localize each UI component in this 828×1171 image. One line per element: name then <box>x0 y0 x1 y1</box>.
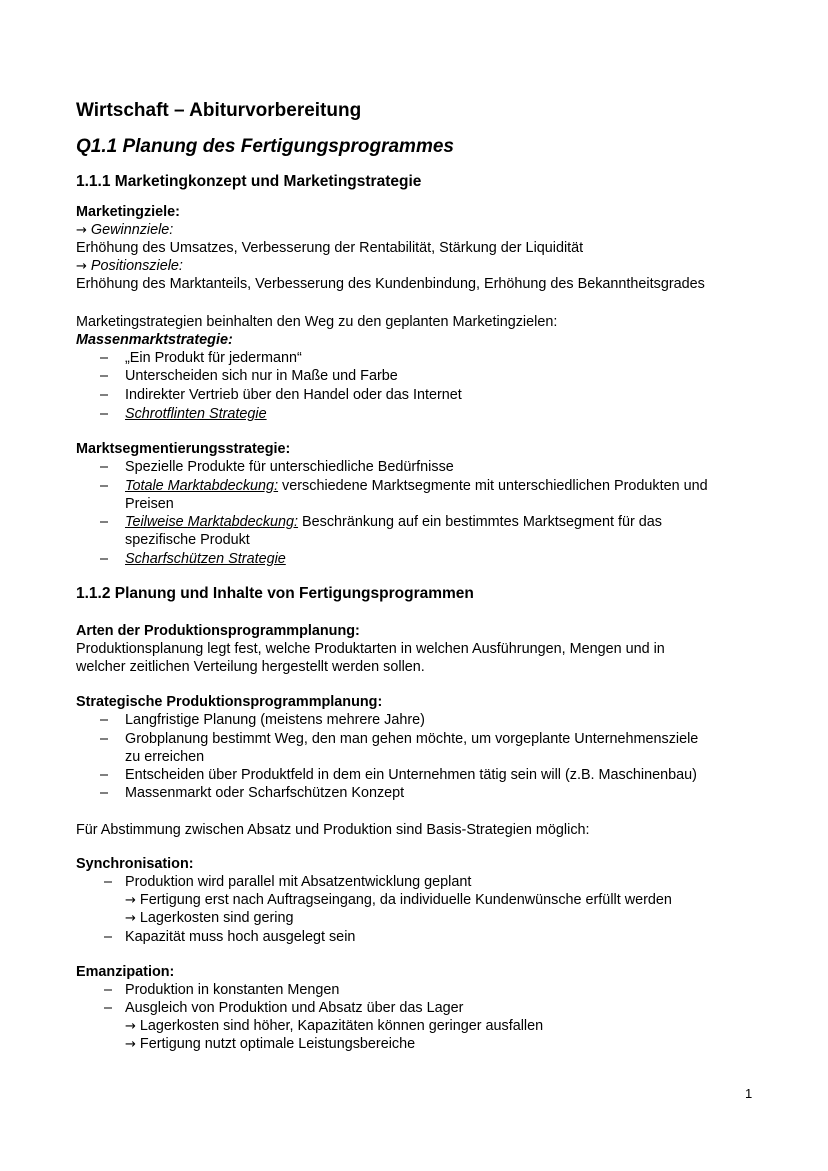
dash-bullet: – <box>100 387 109 403</box>
dash-bullet: – <box>100 712 109 728</box>
emanzipation-item: Produktion in konstanten Mengen <box>125 982 340 998</box>
document-subtitle: Q1.1 Planung des Fertigungsprogrammes <box>76 136 454 157</box>
section-heading-1-1-2: 1.1.2 Planung und Inhalte von Fertigungsprogrammen <box>76 585 474 602</box>
subitem-text: Lagerkosten sind gering <box>139 910 294 926</box>
section-heading-1-1-1: 1.1.1 Marketingkonzept und Marketingstrategie <box>76 173 422 190</box>
arrow-right-icon: → <box>125 893 136 908</box>
subitem-text: Lagerkosten sind höher, Kapazitäten können geringer ausfallen <box>139 1018 544 1034</box>
synchronisation-item: Kapazität muss hoch ausgelegt sein <box>125 929 356 945</box>
segment-item-continuation: Preisen <box>125 496 174 512</box>
emanzipation-subitem <box>125 1017 543 1036</box>
dash-bullet: – <box>104 874 113 890</box>
basis-strategien-intro: Für Abstimmung zwischen Absatz und Produktion sind Basis-Strategien möglich: <box>76 822 590 838</box>
arrow-right-icon: → <box>125 911 136 926</box>
segment-item-continuation: spezifische Produkt <box>125 532 250 548</box>
gewinnziele-line <box>76 221 173 240</box>
strategische-item: Entscheiden über Produktfeld in dem ein Unternehmen tätig sein will (z.B. Maschinenbau) <box>125 767 697 783</box>
dash-bullet: – <box>100 731 109 747</box>
synchronisation-subitem <box>125 909 294 928</box>
synchronisation-item: Produktion wird parallel mit Absatzentwicklung geplant <box>125 874 472 890</box>
dash-bullet: – <box>100 406 109 422</box>
emanzipation-label: Emanzipation: <box>76 964 175 980</box>
dash-bullet: – <box>100 514 109 530</box>
dash-bullet: – <box>100 767 109 783</box>
subitem-text: Fertigung erst nach Auftragseingang, da individuelle Kundenwünsche erfüllt werden <box>139 892 672 908</box>
positionsziele-line <box>76 257 183 276</box>
segment-item-text: Beschränkung auf ein bestimmtes Marktsegment für das <box>298 514 662 530</box>
massenmarkt-item: Schrotflinten Strategie <box>125 406 267 422</box>
arrow-right-icon: → <box>125 1019 136 1034</box>
dash-bullet: – <box>100 551 109 567</box>
dash-bullet: – <box>100 350 109 366</box>
dash-bullet: – <box>104 982 113 998</box>
strategische-item-continuation: zu erreichen <box>125 749 205 765</box>
massenmarkt-item: „Ein Produkt für jedermann“ <box>125 350 302 366</box>
marktsegmentierung-label: Marktsegmentierungsstrategie: <box>76 441 291 457</box>
page-number: 1 <box>745 1086 753 1101</box>
emanzipation-item: Ausgleich von Produktion und Absatz über das Lager <box>125 1000 464 1016</box>
massenmarkt-label: Massenmarktstrategie: <box>76 332 233 348</box>
gewinnziele-text: Erhöhung des Umsatzes, Verbesserung der Rentabilität, Stärkung der Liquidität <box>76 240 584 256</box>
dash-bullet: – <box>100 478 109 494</box>
marketingziele-label: Marketingziele: <box>76 204 180 220</box>
strategische-label: Strategische Produktionsprogrammplanung: <box>76 694 383 710</box>
strategische-item: Grobplanung bestimmt Weg, den man gehen möchte, um vorgeplante Unternehmensziele <box>125 731 699 747</box>
strategische-item: Massenmarkt oder Scharfschützen Konzept <box>125 785 405 801</box>
teilweise-marktabdeckung-term: Teilweise Marktabdeckung: <box>125 514 299 530</box>
dash-bullet: – <box>100 785 109 801</box>
synchronisation-label: Synchronisation: <box>76 856 194 872</box>
arten-label: Arten der Produktionsprogrammplanung: <box>76 623 360 639</box>
strategien-intro: Marketingstrategien beinhalten den Weg zu den geplanten Marketingzielen: <box>76 314 558 330</box>
dash-bullet: – <box>100 368 109 384</box>
arrow-right-icon: → <box>125 1037 136 1052</box>
arrow-right-icon: → <box>76 223 87 238</box>
massenmarkt-item: Unterscheiden sich nur in Maße und Farbe <box>125 368 398 384</box>
emanzipation-subitem <box>125 1035 415 1054</box>
segment-item-text: verschiedene Marktsegmente mit unterschiedlichen Produkten und <box>278 478 708 494</box>
synchronisation-subitem <box>125 891 672 910</box>
massenmarkt-item: Indirekter Vertrieb über den Handel oder das Internet <box>125 387 462 403</box>
gewinnziele-label: Gewinnziele: <box>90 222 174 238</box>
dash-bullet: – <box>100 459 109 475</box>
strategische-item: Langfristige Planung (meistens mehrere Jahre) <box>125 712 425 728</box>
document-title: Wirtschaft – Abiturvorbereitung <box>76 100 362 121</box>
dash-bullet: – <box>104 1000 113 1016</box>
segment-item: Spezielle Produkte für unterschiedliche Bedürfnisse <box>125 459 454 475</box>
positionsziele-label: Positionsziele: <box>90 258 183 274</box>
segment-item <box>125 513 662 531</box>
totale-marktabdeckung-term: Totale Marktabdeckung: <box>125 478 279 494</box>
segment-item: Scharfschützen Strategie <box>125 551 286 567</box>
dash-bullet: – <box>104 929 113 945</box>
arten-text-line: Produktionsplanung legt fest, welche Produktarten in welchen Ausführungen, Mengen und in <box>76 641 665 657</box>
subitem-text: Fertigung nutzt optimale Leistungsbereiche <box>139 1036 416 1052</box>
positionsziele-text: Erhöhung des Marktanteils, Verbesserung des Kundenbindung, Erhöhung des Bekanntheitsgrades <box>76 276 705 292</box>
arrow-right-icon: → <box>76 259 87 274</box>
segment-item <box>125 477 708 495</box>
arten-text-line: welcher zeitlichen Verteilung hergestellt werden sollen. <box>76 659 425 675</box>
